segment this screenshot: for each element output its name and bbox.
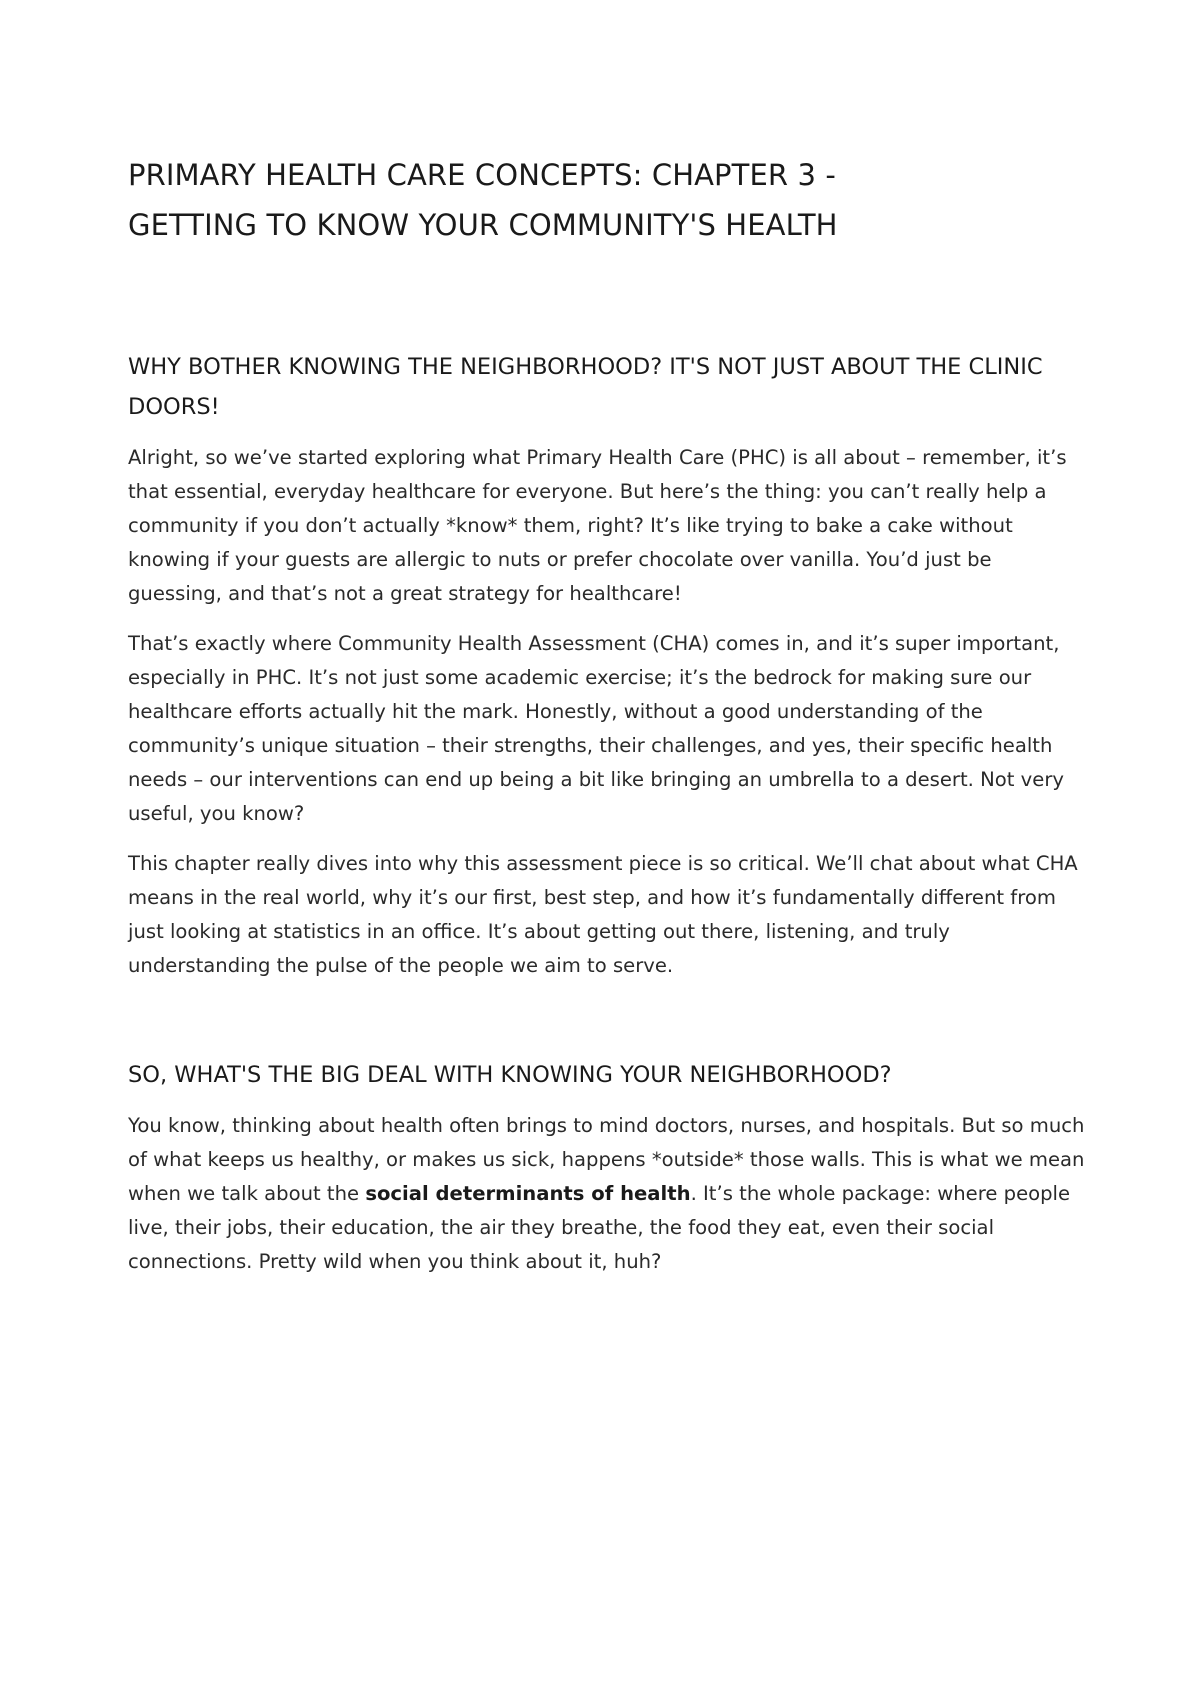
paragraph-text-before: You know, thinking about health often brings to mind doctors, nurses, and hospitals. But so much of what keeps us healthy, or makes us sick, happens *outside* those walls. This is what we mean when we talk about the (128, 1114, 1085, 1205)
paragraph-text-after: . It’s the whole package: where people live, their jobs, their education, the air they breathe, the food they eat, even their social connections. Pretty wild when you think about it, huh? (128, 1182, 1071, 1273)
section-heading-neighborhood: WHY BOTHER KNOWING THE NEIGHBORHOOD? IT'S NOT JUST ABOUT THE CLINIC DOORS! (128, 354, 1043, 420)
document-title-line-2: GETTING TO KNOW YOUR COMMUNITY'S HEALTH (128, 208, 838, 242)
paragraph-chapter-overview: This chapter really dives into why this assessment piece is so critical. We’ll chat about what CHA means in the real world, why it’s our first, best step, and how it’s fundamentally different from just looking at statistics in an office. It’s about getting out there, listening, and truly understanding the pulse of the people we aim to serve. (128, 852, 1078, 977)
paragraph-cha: That’s exactly where Community Health Assessment (CHA) comes in, and it’s super important, especially in PHC. It’s not just some academic exercise; it’s the bedrock for making sure our healthcare efforts actually hit the mark. Honestly, without a good understanding of the community’s unique situation – their strengths, their challenges, and yes, their specific health needs – our interventions can end up being a bit like bringing an umbrella to a desert. Not very useful, you know? (128, 632, 1064, 825)
document-title-line-1: PRIMARY HEALTH CARE CONCEPTS: CHAPTER 3 - (128, 158, 836, 192)
paragraph-intro-phc: Alright, so we’ve started exploring what Primary Health Care (PHC) is all about – remember, it’s that essential, everyday healthcare for everyone. But here’s the thing: you can’t really help a community if you don’t actually *know* them, right? It’s like trying to bake a cake without knowing if your guests are allergic to nuts or prefer chocolate over vanilla. You’d just be guessing, and that’s not a great strategy for healthcare! (128, 446, 1067, 605)
paragraph-social-determinants (128, 1109, 1088, 1279)
section-heading-big-deal: SO, WHAT'S THE BIG DEAL WITH KNOWING YOUR NEIGHBORHOOD? (128, 1062, 892, 1088)
document-title (128, 150, 1088, 250)
document-page (128, 150, 1088, 1279)
bold-term-social-determinants: social determinants of health (365, 1182, 691, 1205)
